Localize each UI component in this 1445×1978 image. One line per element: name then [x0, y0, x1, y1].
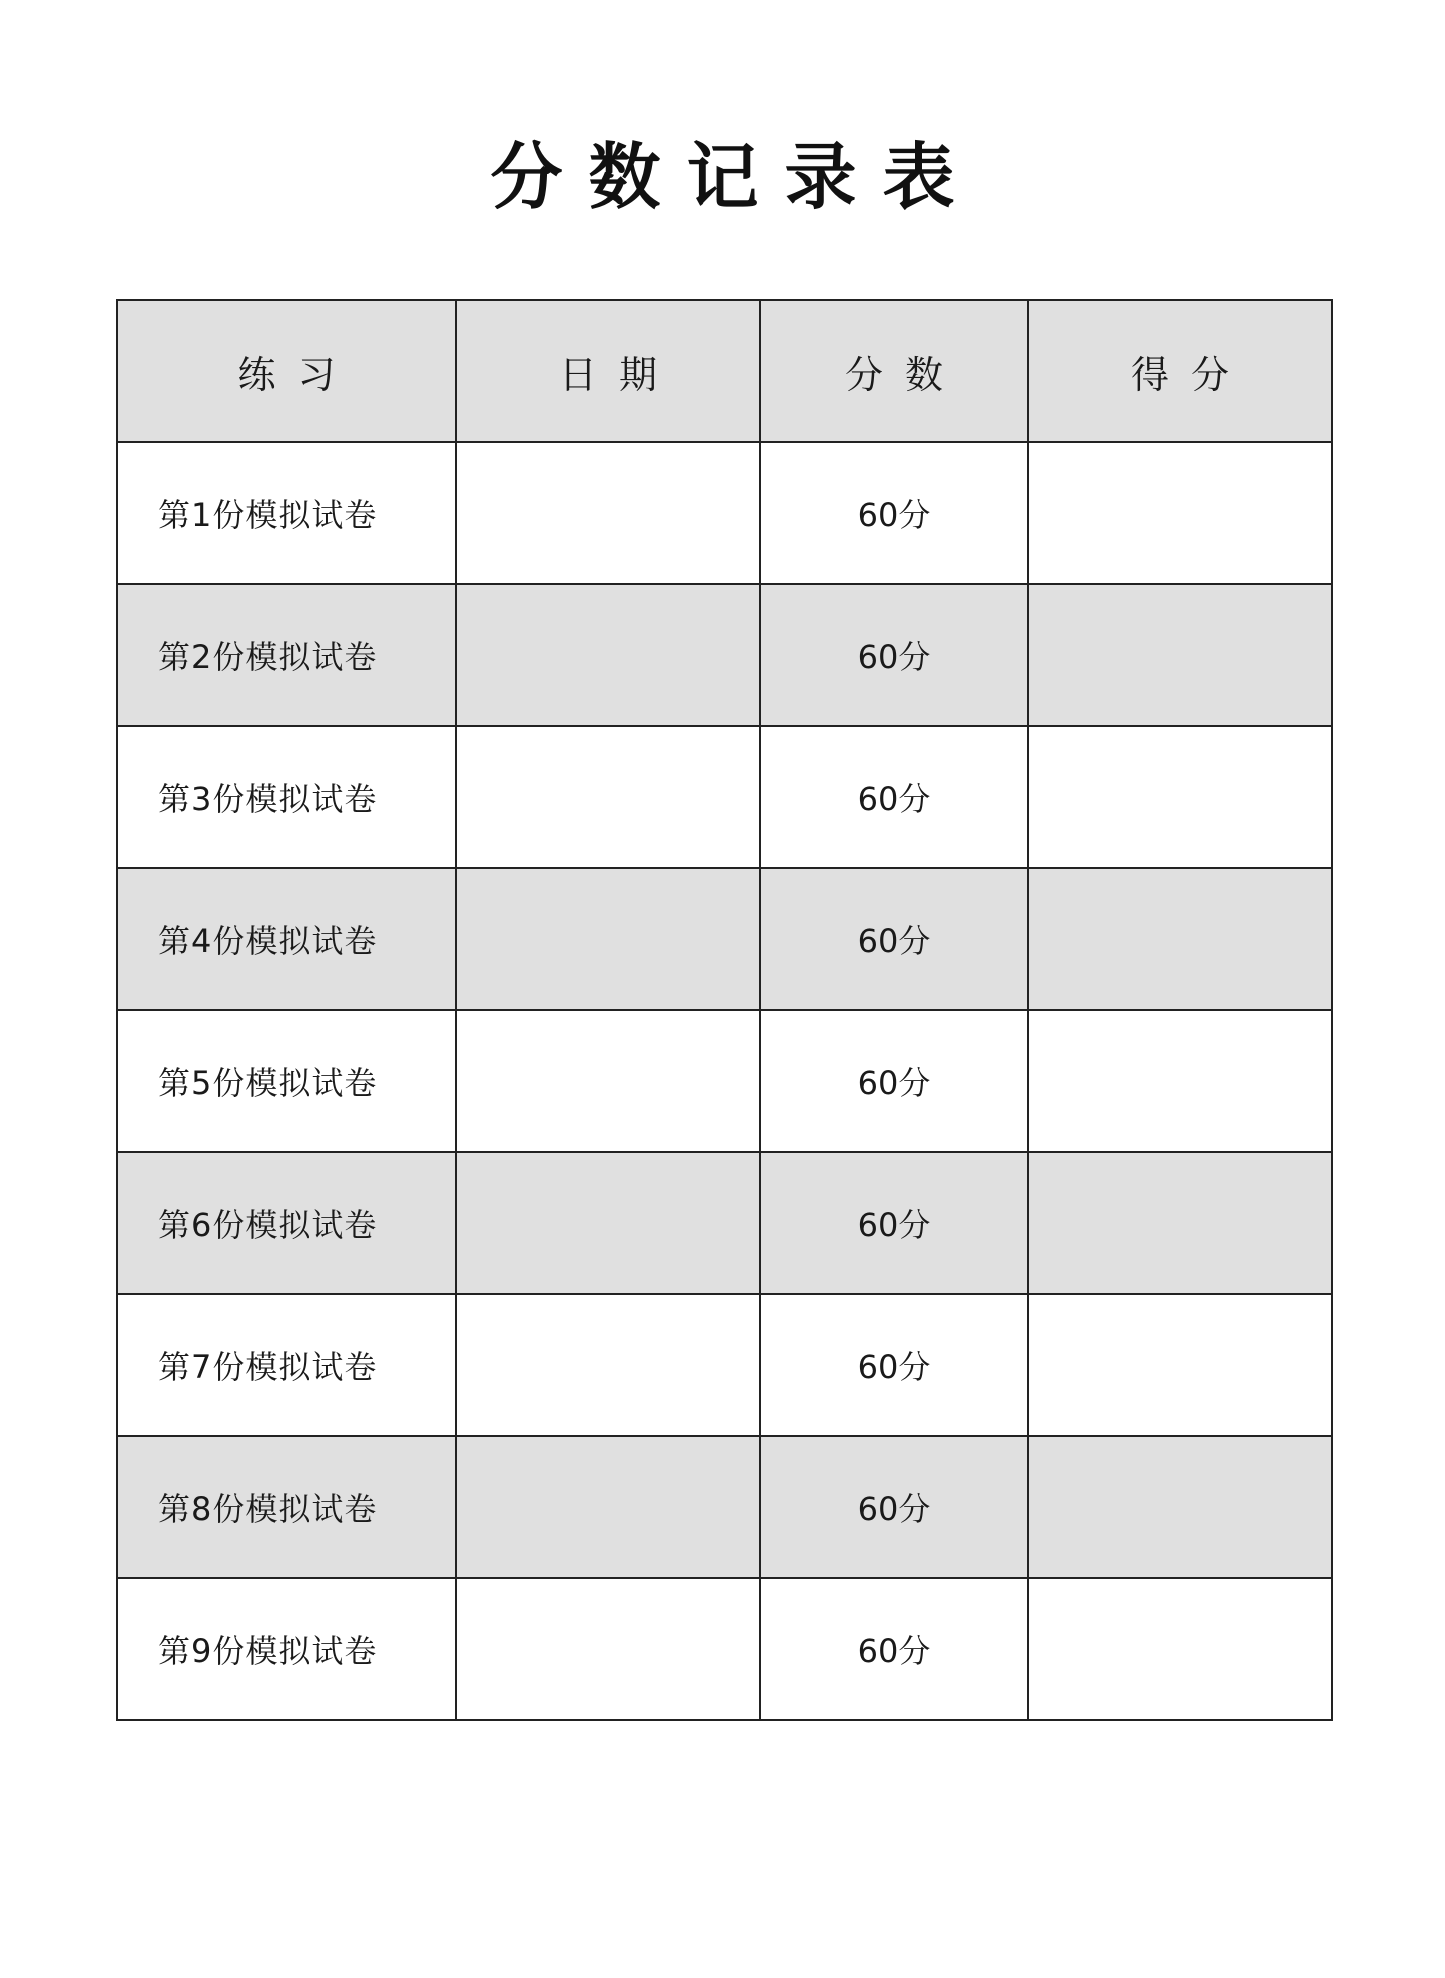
score-cell[interactable] — [1028, 726, 1332, 868]
date-cell[interactable] — [456, 726, 760, 868]
score-cell[interactable] — [1028, 584, 1332, 726]
total-cell: 60分 — [760, 584, 1028, 726]
table-row — [117, 584, 1332, 726]
table-row — [117, 442, 1332, 584]
score-record-table — [116, 299, 1333, 1721]
exercise-cell: 第4份模拟试卷 — [117, 868, 456, 1010]
exercise-cell: 第8份模拟试卷 — [117, 1436, 456, 1578]
score-cell[interactable] — [1028, 1436, 1332, 1578]
table-header-row — [117, 300, 1332, 442]
score-cell[interactable] — [1028, 1152, 1332, 1294]
total-cell: 60分 — [760, 1152, 1028, 1294]
score-cell[interactable] — [1028, 868, 1332, 1010]
exercise-cell: 第7份模拟试卷 — [117, 1294, 456, 1436]
exercise-cell: 第9份模拟试卷 — [117, 1578, 456, 1720]
table-row — [117, 868, 1332, 1010]
total-cell: 60分 — [760, 1436, 1028, 1578]
total-cell: 60分 — [760, 1294, 1028, 1436]
total-cell: 60分 — [760, 1578, 1028, 1720]
exercise-cell: 第5份模拟试卷 — [117, 1010, 456, 1152]
total-cell: 60分 — [760, 1010, 1028, 1152]
date-cell[interactable] — [456, 1294, 760, 1436]
header-score: 得分 — [1028, 300, 1332, 442]
score-cell[interactable] — [1028, 1010, 1332, 1152]
exercise-cell: 第6份模拟试卷 — [117, 1152, 456, 1294]
header-date: 日期 — [456, 300, 760, 442]
date-cell[interactable] — [456, 1010, 760, 1152]
table-row — [117, 1436, 1332, 1578]
date-cell[interactable] — [456, 442, 760, 584]
exercise-cell: 第3份模拟试卷 — [117, 726, 456, 868]
header-exercise: 练习 — [117, 300, 456, 442]
date-cell[interactable] — [456, 1436, 760, 1578]
exercise-cell: 第1份模拟试卷 — [117, 442, 456, 584]
date-cell[interactable] — [456, 868, 760, 1010]
score-cell[interactable] — [1028, 1578, 1332, 1720]
total-cell: 60分 — [760, 442, 1028, 584]
table-row — [117, 1010, 1332, 1152]
table-row — [117, 1294, 1332, 1436]
score-cell[interactable] — [1028, 1294, 1332, 1436]
total-cell: 60分 — [760, 726, 1028, 868]
score-cell[interactable] — [1028, 442, 1332, 584]
page-title: 分数记录表 — [490, 135, 981, 219]
header-total: 分数 — [760, 300, 1028, 442]
date-cell[interactable] — [456, 1578, 760, 1720]
table-row — [117, 726, 1332, 868]
exercise-cell: 第2份模拟试卷 — [117, 584, 456, 726]
table-row — [117, 1152, 1332, 1294]
total-cell: 60分 — [760, 868, 1028, 1010]
date-cell[interactable] — [456, 1152, 760, 1294]
table-row — [117, 1578, 1332, 1720]
date-cell[interactable] — [456, 584, 760, 726]
